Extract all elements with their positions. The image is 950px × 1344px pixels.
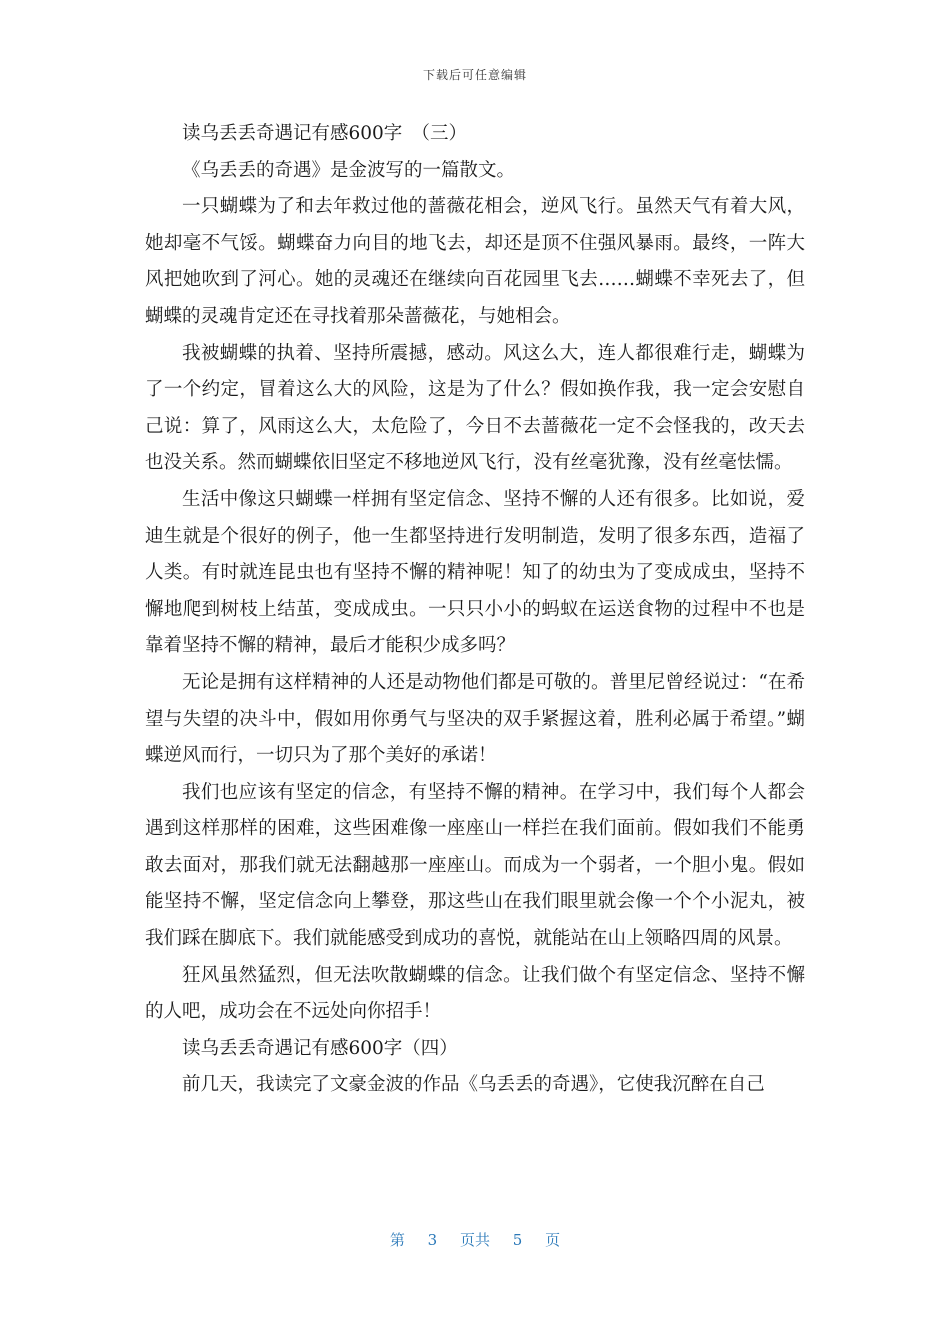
page-total-number: 5 bbox=[512, 1231, 523, 1249]
paragraph-7: 狂风虽然猛烈，但无法吹散蝴蝶的信念。让我们做个有坚定信念、坚持不懈的人吧，成功会在不远处向你招手！ bbox=[145, 964, 805, 1023]
page-label-suffix: 页 bbox=[545, 1231, 561, 1249]
paragraph-1: 《乌丢丢的奇遇》是金波写的一篇散文。 bbox=[182, 159, 516, 181]
paragraph-3: 我被蝴蝶的执着、坚持所震撼，感动。风这么大，连人都很难行走，蝴蝶为了一个约定，冒着这么大的风险，这是为了什么？假如换作我，我一定会安慰自己说：算了，风雨这么大，太危险了，今日不去蔷薇花一定不会怪我的，改天去也没关系。然而蝴蝶依旧坚定不移地逆风飞行，没有丝毫犹豫，没有丝毫怯懦。 bbox=[145, 342, 805, 474]
page-label-prefix: 第 bbox=[389, 1231, 405, 1249]
paragraph-5: 无论是拥有这样精神的人还是动物他们都是可敬的。普里尼曾经说过：“在希望与失望的决斗中，假如用你勇气与坚决的双手紧握这着，胜利必属于希望。”蝴蝶逆风而行，一切只为了那个美好的承诺！ bbox=[145, 671, 805, 767]
section-4-title: 读乌丢丢奇遇记有感600字（四） bbox=[182, 1037, 458, 1059]
page-number-footer bbox=[0, 1229, 950, 1250]
section-4-first-paragraph: 前几天，我读完了文豪金波的作品《乌丢丢的奇遇》，它使我沉醉在自己 bbox=[182, 1074, 765, 1096]
paragraph-2: 一只蝴蝶为了和去年救过他的蔷薇花相会，逆风飞行。虽然天气有着大风，她却毫不气馁。蝴蝶奋力向目的地飞去，却还是顶不住强风暴雨。最终，一阵大风把她吹到了河心。她的灵魂还在继续向百花园里飞去……蝴蝶不幸死去了，但蝴蝶的灵魂肯定还在寻找着那朵蔷薇花，与她相会。 bbox=[145, 196, 805, 327]
document-body bbox=[145, 116, 805, 1104]
paragraph-6: 我们也应该有坚定的信念，有坚持不懈的精神。在学习中，我们每个人都会遇到这样那样的困难，这些困难像一座座山一样拦在我们面前。假如我们不能勇敢去面对，那我们就无法翻越那一座座山。而成为一个弱者，一个胆小鬼。假如能坚持不懈，坚定信念向上攀登，那这些山在我们眼里就会像一个个小泥丸，被我们踩在脚底下。我们就能感受到成功的喜悦，就能站在山上领略四周的风景。 bbox=[145, 781, 805, 950]
paragraph-4: 生活中像这只蝴蝶一样拥有坚定信念、坚持不懈的人还有很多。比如说，爱迪生就是个很好的例子，他一生都坚持进行发明制造，发明了很多东西，造福了人类。有时就连昆虫也有坚持不懈的精神呢！知了的幼虫为了变成成虫，坚持不懈地爬到树枝上结茧，变成成虫。一只只小小的蚂蚁在运送食物的过程中不也是靠着坚持不懈的精神，最后才能积少成多吗？ bbox=[145, 488, 805, 657]
header-note: 下载后可任意编辑 bbox=[422, 68, 527, 82]
section-3-title: 读乌丢丢奇遇记有感600字 （三） bbox=[182, 123, 468, 144]
page-current-number: 3 bbox=[427, 1231, 438, 1249]
page-label-middle: 页共 bbox=[459, 1231, 490, 1249]
